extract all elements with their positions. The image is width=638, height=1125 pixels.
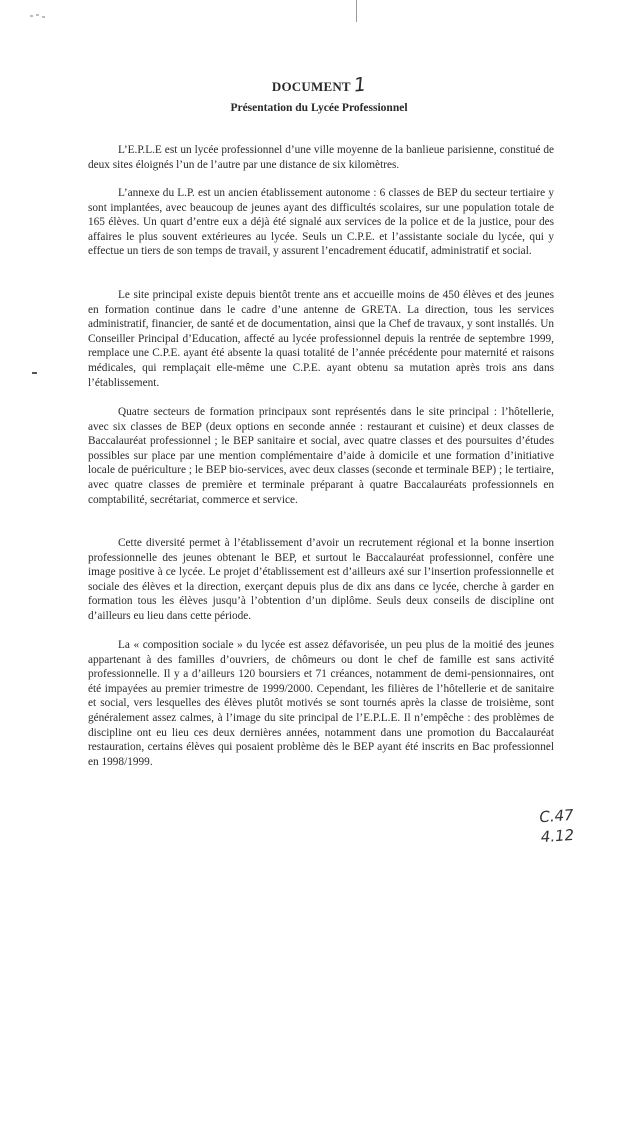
document-title [0,74,638,96]
scan-artifact-dots [30,14,50,18]
document-title-text: DOCUMENT [271,79,351,94]
paragraph-secteurs: Quatre secteurs de formation principaux sont représentés dans le site principal : l’hôtellerie, avec six classes de BEP (deux options en seconde année : restaurant et cuisine) et deux classes de Baccalauréat professionnel ; le BEP sanitaire et social, avec quatre classes et des poursuites d’études possibles sur place par une mention complémentaire d’aide à domicile et une formation d’initiative locale de puériculture ; le BEP bio-services, avec deux classes (seconde et terminale BEP) ; le tertiaire, avec quatre classes de première et terminale préparant à quatre Baccalauréats professionnels en comptabilité, secrétariat, commerce et service. [88,406,554,506]
paragraph-intro: L’E.P.L.E est un lycée professionnel d’une ville moyenne de la banlieue parisienne, constitué de deux sites éloignés l’un de l’autre par une distance de six kilomètres. [88,144,554,171]
margin-mark [32,372,37,374]
paragraph-composition-sociale: La « composition sociale » du lycée est assez défavorisée, un peu plus de la moitié des jeunes appartenant à des familles d’ouvriers, de chômeurs ou dont le chef de famille est sans activité professionnelle. Il y a d’ailleurs 120 boursiers et 71 créances, notamment de demi-pensionnaires, ont été impayées au premier trimestre de 1999/2000. Cependant, les filières de l’hôtellerie et de sanitaire et social, vers lesquelles des élèves plutôt motivés se sont tournés après la classe de troisième, sont généralement assez calmes, à l’image du site principal de l’E.P.L.E. Il n’empêche : des problèmes de discipline ont eu lieu ces deux dernières années, notamment dans une promotion du Baccalauréat restauration, certains élèves qui posaient problème dès le BEP ayant été inscrits en Bac professionnel en 1998/1999. [88,639,554,768]
handwritten-note-line-1: C.47 [538,805,575,827]
handwritten-note [539,805,576,847]
paragraph-site-principal: Le site principal existe depuis bientôt trente ans et accueille moins de 450 élèves et des jeunes en formation continue dans le cadre d’une antenne de GRETA. La direction, tous les services administratif, financier, de santé et de documentation, ainsi que la Chef de travaux, y sont installés. Un Conseiller Principal d’Education, affecté au lycée professionnel depuis la rentrée de septembre 1999, remplace une C.P.E. ayant été absente la quasi totalité de l’année précédente pour maternité et raisons médicales, qui remplaçait elle-même une C.P.E. ayant obtenu sa mutation après trois ans dans l’établissement. [88,289,554,389]
document-number: 1 [352,73,368,97]
paragraph-diversite: Cette diversité permet à l’établissement d’avoir un recrutement régional et la bonne insertion professionnelle des jeunes obtenant le BEP, et surtout le Baccalauréat professionnel, confère une image positive à ce lycée. Le projet d’établissement est d’ailleurs axé sur l’insertion professionnelle et sociale des élèves et la direction, exerçant depuis plus de dix ans dans ce lycée, cherche à garder en formation tous les élèves jusqu’à l’obtention d’un diplôme. Seuls deux conseils de discipline ont d’ailleurs eu lieu dans cette période. [88,537,554,622]
scan-artifact-line [356,0,357,22]
paragraph-annexe: L’annexe du L.P. est un ancien établissement autonome : 6 classes de BEP du secteur tertiaire y sont implantées, avec beaucoup de jeunes ayant des difficultés scolaires, sur une population totale de 165 élèves. Un quart d’entre eux a déjà été signalé aux services de la police et de la justice, pour des affaires le plus souvent extérieures au lycée. Seuls un C.P.E. et l’assistante sociale du lycée, qui y effectue un tiers de son temps de travail, y assurent l’encadrement éducatif, administratif et social. [88,187,554,258]
document-subtitle: Présentation du Lycée Professionnel [230,102,408,114]
handwritten-note-line-2: 4.12 [540,825,575,847]
